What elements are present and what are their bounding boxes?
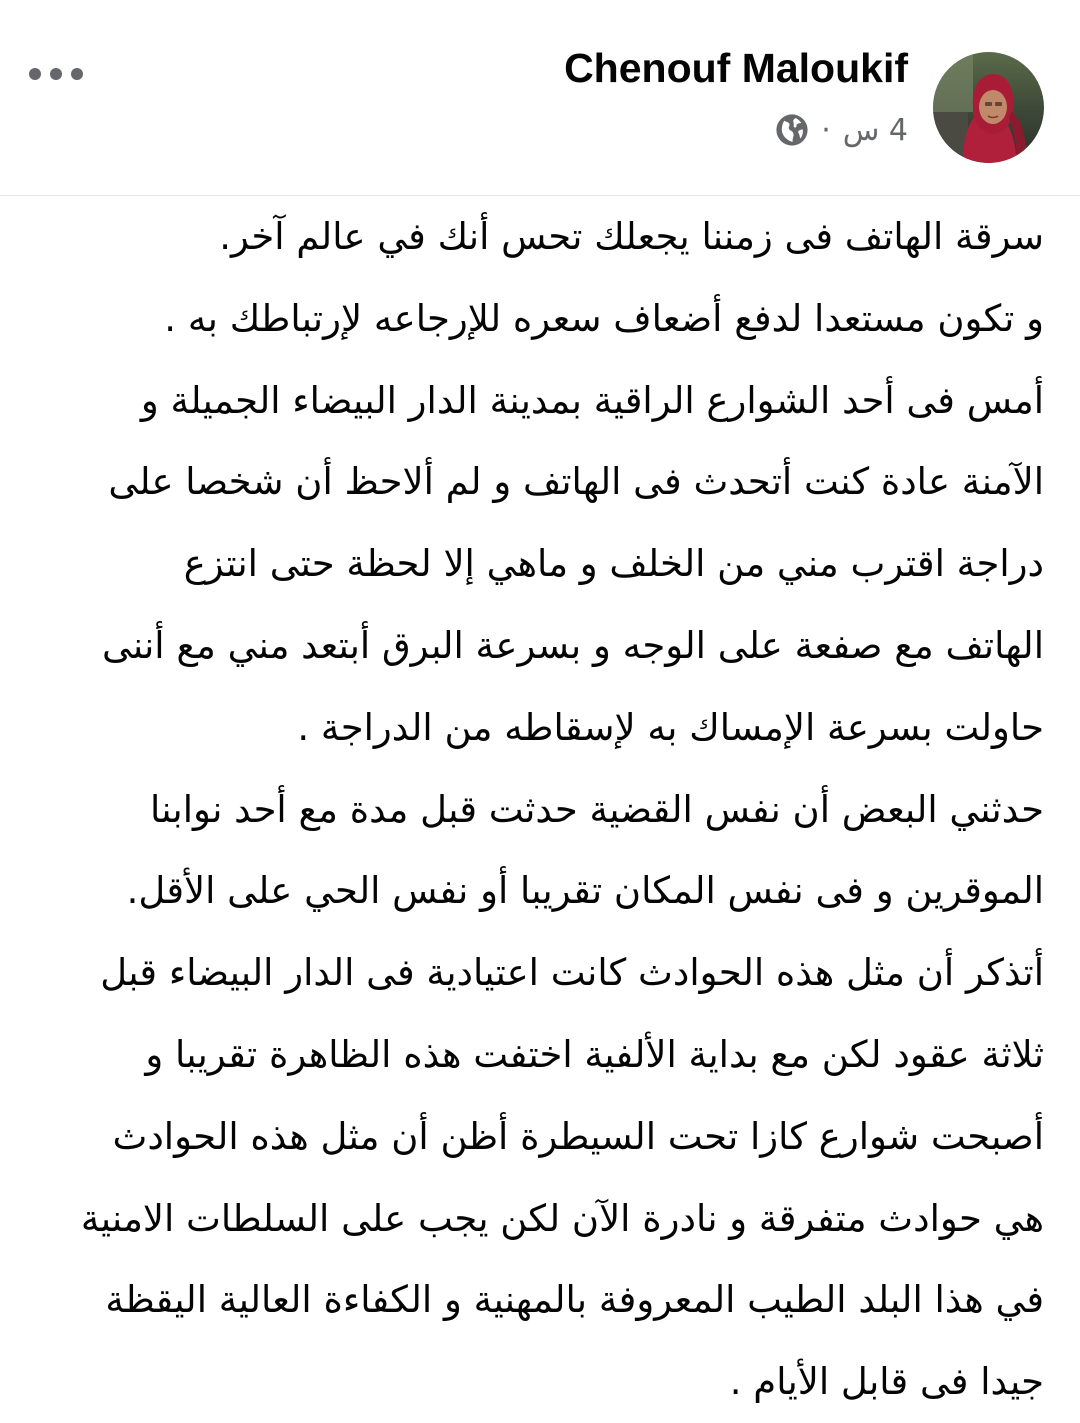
post-text-line: أصبحت شوارع كازا تحت السيطرة أظن أن مثل هذه الحوادث [112,1114,1044,1158]
post-text-line: جيدا فى قابل الأيام . [729,1360,1044,1404]
post-text-line: الآمنة عادة كنت أتحدث فى الهاتف و لم ألاحظ أن شخصا على [108,460,1044,504]
post-meta [775,108,908,152]
post-text-line: هي حوادث متفرقة و نادرة الآن لكن يجب على السلطات الامنية [80,1196,1044,1240]
post-text-line: و تكون مستعدا لدفع أضعاف سعره للإرجاعه لإرتباطك به . [164,296,1044,340]
post-text-line: ثلاثة عقود لكن مع بداية الألفية اختفت هذه الظاهرة تقريبا و [145,1032,1044,1076]
meta-separator: · [821,112,831,148]
author-avatar[interactable] [933,52,1044,163]
globe-icon[interactable] [775,113,809,147]
post-text [36,196,1044,1423]
post-text-line: حاولت بسرعة الإمساك به لإسقاطه من الدراجة . [297,705,1044,749]
post-text-line: الموقرين و فى نفس المكان تقريبا أو نفس الحي على الأقل. [126,869,1044,913]
post-text-line: حدثني البعض أن نفس القضية حدثت قبل مدة مع أحد نوابنا [149,787,1044,831]
post-text-line: أمس فى أحد الشوارع الراقية بمدينة الدار البيضاء الجميلة و [140,378,1044,422]
author-name[interactable]: Chenouf Maloukif [564,45,908,91]
post-text-line: دراجة اقترب مني من الخلف و ماهي إلا لحظة حتى انتزع [183,542,1044,586]
post-text-line: سرقة الهاتف فى زمننا يجعلك تحس أنك في عالم آخر. [219,215,1044,258]
post-text-line: الهاتف مع صفعة على الوجه و بسرعة البرق أبتعد مني مع أننى [101,623,1044,667]
more-dot [50,68,62,80]
post-header [0,0,1080,196]
post-timestamp[interactable]: 4 س [842,112,908,148]
more-options-button[interactable] [24,56,88,92]
post-text-line: أتذكر أن مثل هذه الحوادث كانت اعتيادية فى الدار البيضاء قبل [100,951,1044,995]
avatar-image [933,52,1044,163]
more-dot [71,68,83,80]
post-text-line: في هذا البلد الطيب المعروفة بالمهنية و الكفاءة العالية اليقظة [105,1278,1044,1322]
more-horizontal-icon [29,68,41,80]
